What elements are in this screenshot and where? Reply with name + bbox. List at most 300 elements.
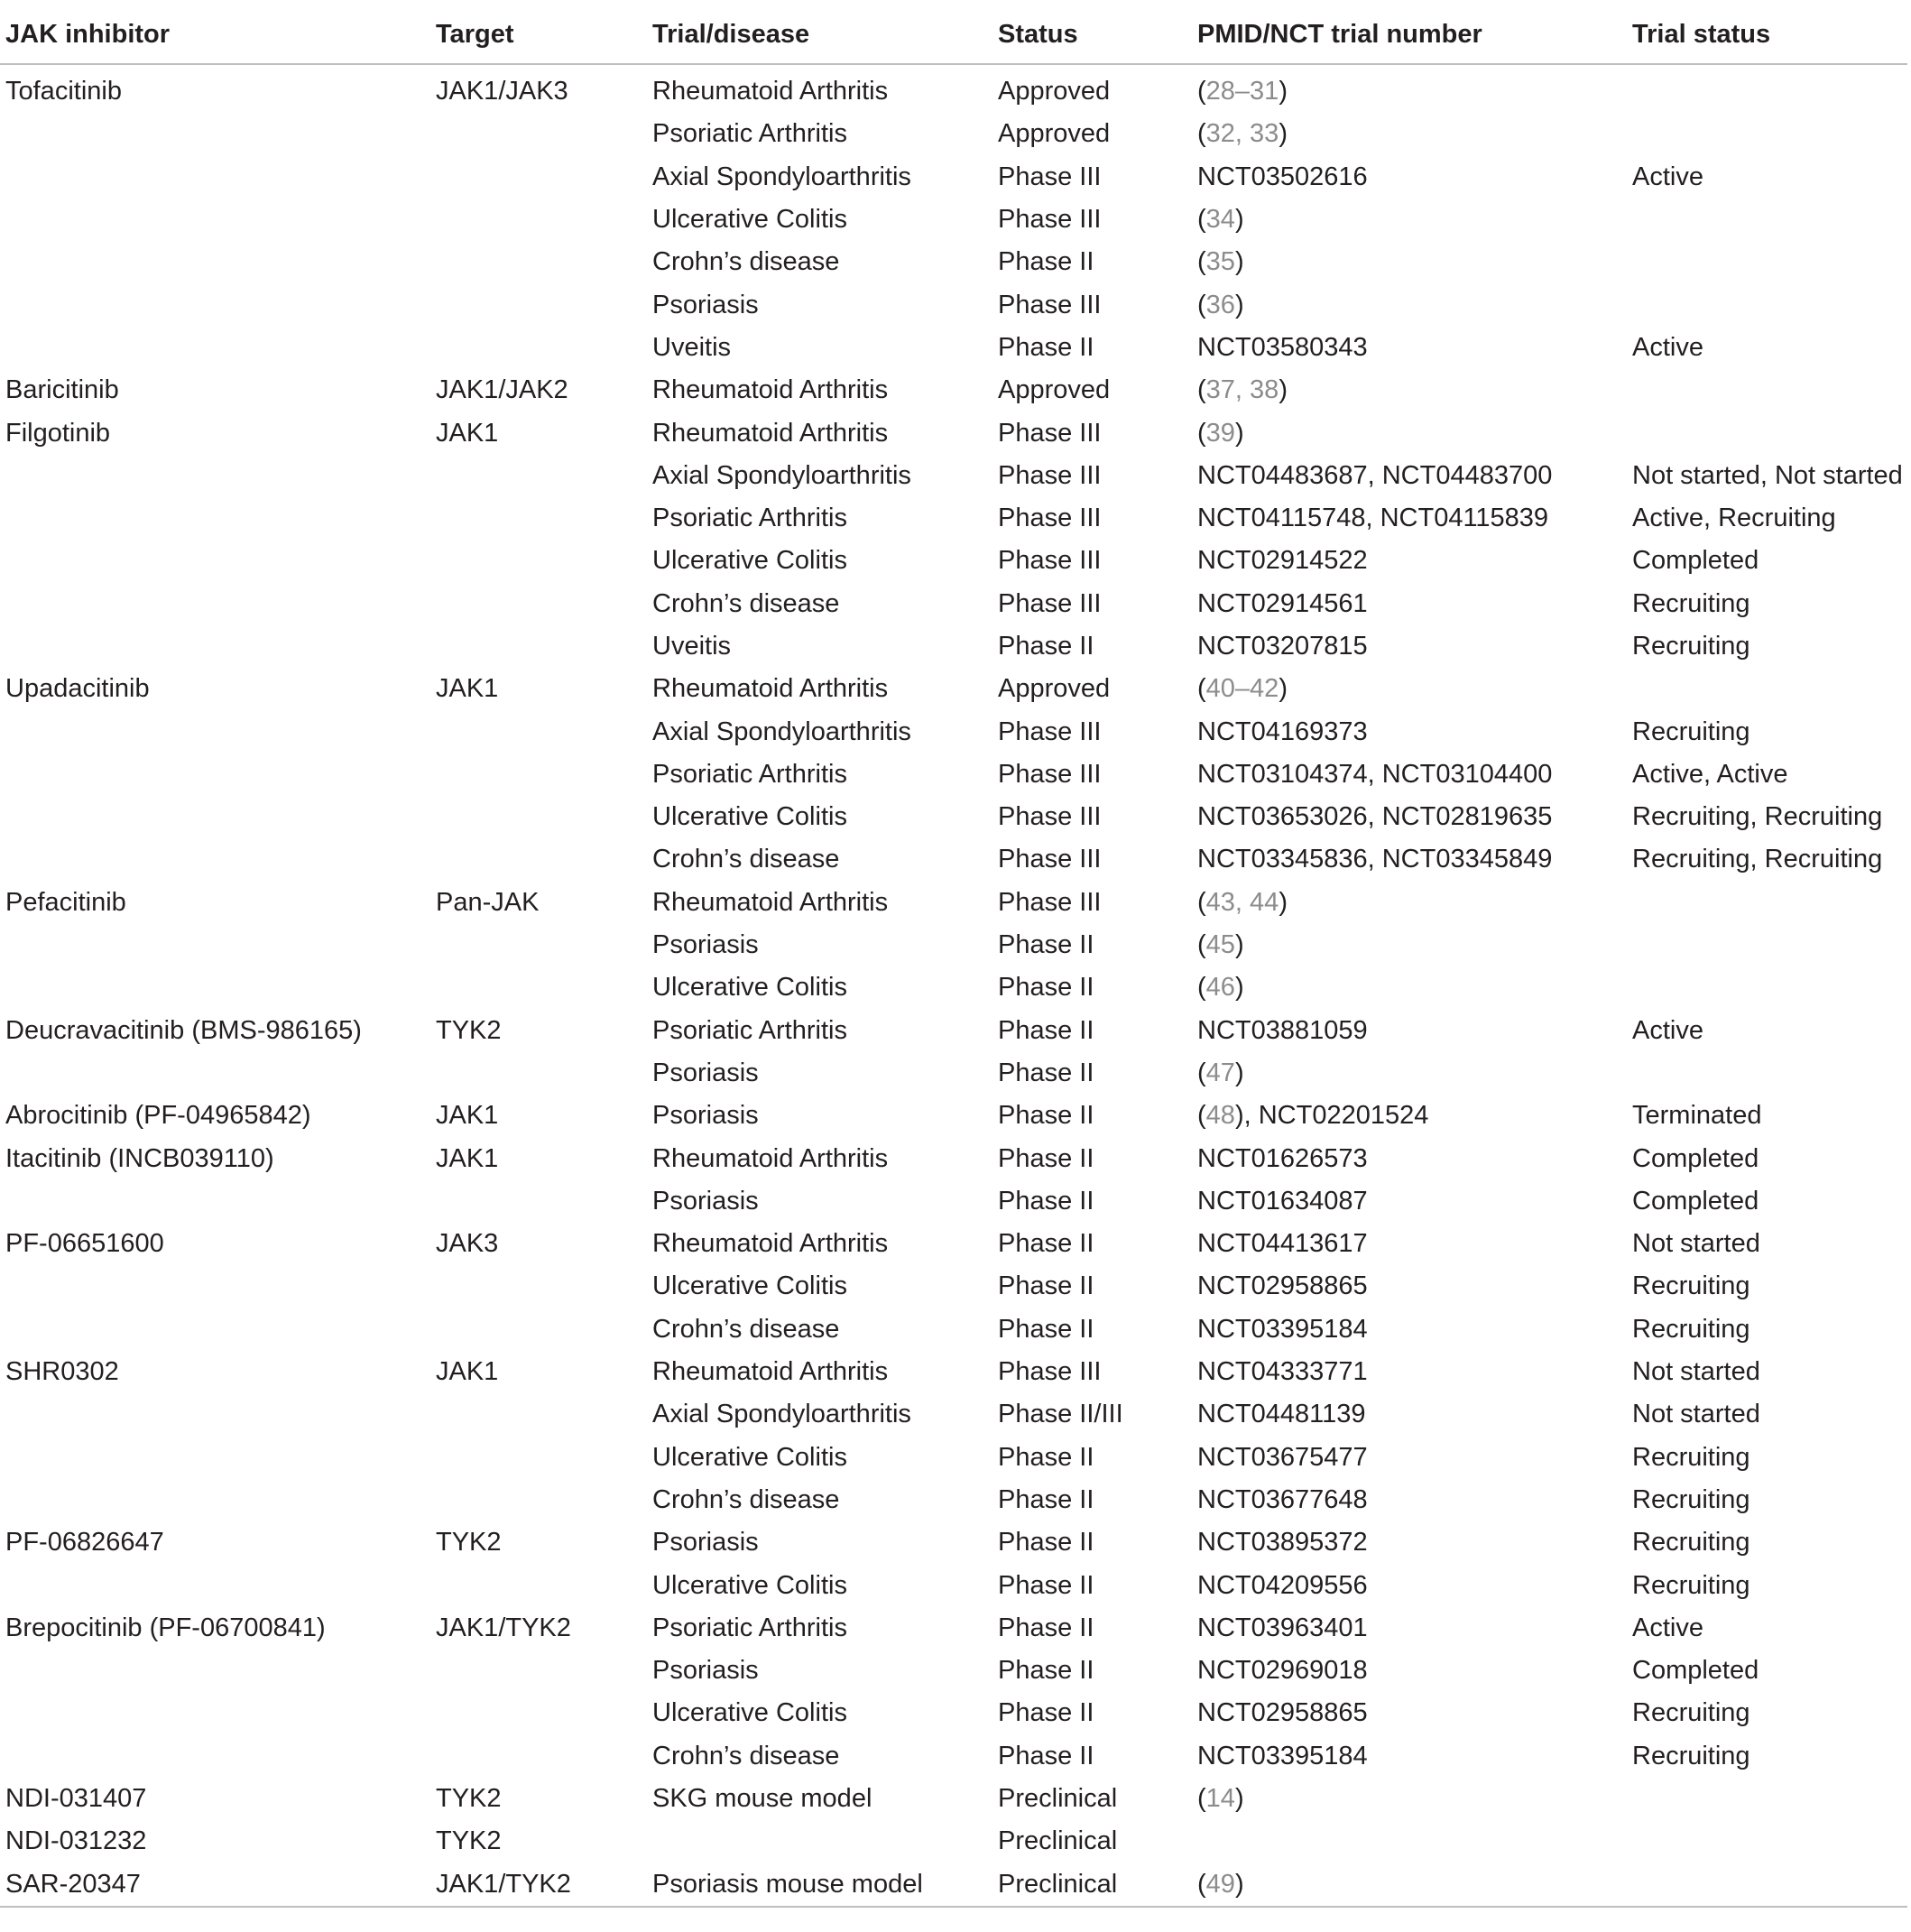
ref-paren-open: ( — [1197, 887, 1206, 917]
cell-status: Phase II — [998, 1101, 1094, 1131]
cell-target: JAK1 — [436, 1143, 499, 1173]
table-row — [0, 497, 1907, 540]
cell-trial-status: Recruiting — [1632, 1442, 1750, 1472]
cell-trial-status — [1627, 283, 1907, 326]
ref-paren-close: ) — [1234, 1058, 1244, 1087]
cell-trial-disease: Ulcerative Colitis — [652, 205, 847, 235]
cell-pmid-nct — [1192, 1095, 1627, 1137]
cell-pmid-nct — [1192, 1308, 1627, 1351]
trial-number: NCT03881059 — [1197, 1015, 1368, 1045]
reference-link[interactable]: 48 — [1205, 1101, 1235, 1131]
cell-target: JAK1/JAK2 — [436, 375, 568, 405]
table-row — [0, 882, 1907, 924]
ref-paren-open: ( — [1197, 205, 1206, 235]
cell-pmid-nct — [1192, 966, 1627, 1009]
cell-target — [430, 583, 647, 625]
cell-status: Phase III — [998, 460, 1102, 490]
cell-pmid-nct — [1192, 1607, 1627, 1650]
cell-target — [430, 455, 647, 497]
cell-target — [430, 1393, 647, 1436]
trial-number: NCT02914561 — [1197, 588, 1368, 618]
cell-jak-inhibitor: NDI-031407 — [5, 1784, 147, 1814]
trial-number: NCT02914522 — [1197, 546, 1368, 576]
cell-jak-inhibitor — [0, 497, 430, 540]
cell-trial-disease: Rheumatoid Arthritis — [652, 674, 889, 704]
cell-jak-inhibitor: Upadacitinib — [5, 674, 150, 704]
ref-paren-open: ( — [1197, 930, 1206, 960]
cell-trial-disease: Psoriasis — [652, 1656, 759, 1686]
cell-trial-disease: Axial Spondyloarthritis — [652, 1400, 911, 1429]
cell-target — [430, 924, 647, 966]
cell-trial-status: Active — [1632, 1015, 1703, 1045]
cell-target: JAK1/TYK2 — [430, 1863, 647, 1906]
cell-status: Preclinical — [998, 1826, 1118, 1856]
cell-jak-inhibitor — [0, 966, 430, 1009]
cell-jak-inhibitor — [0, 796, 430, 838]
cell-pmid-nct — [1192, 64, 1627, 113]
cell-trial-disease: Axial Spondyloarthritis — [652, 162, 911, 191]
cell-status: Phase II — [998, 1186, 1094, 1216]
cell-target — [430, 753, 647, 796]
cell-trial-status — [1627, 64, 1907, 113]
cell-target — [430, 156, 647, 199]
cell-status: Phase II — [998, 1528, 1094, 1558]
trial-number: NCT03104374, NCT03104400 — [1197, 759, 1553, 789]
cell-status: Phase II — [998, 973, 1094, 1003]
table-row — [0, 369, 1907, 411]
cell-status: Phase III — [998, 1357, 1102, 1387]
cell-trial-status — [1627, 411, 1907, 454]
cell-target — [430, 838, 647, 881]
cell-status: Phase III — [998, 418, 1102, 448]
cell-jak-inhibitor: PF-06826647 — [5, 1528, 164, 1558]
cell-trial-disease: Rheumatoid Arthritis — [652, 887, 889, 917]
cell-pmid-nct — [1192, 1778, 1627, 1820]
header-status: Status — [992, 5, 1192, 64]
reference-link[interactable]: 28–31 — [1205, 77, 1279, 106]
cell-status: Phase III — [998, 759, 1102, 789]
cell-pmid-nct — [1192, 1180, 1627, 1223]
cell-status: Phase II — [998, 632, 1094, 661]
cell-trial-disease: Ulcerative Colitis — [652, 1271, 847, 1301]
cell-status: Phase II — [998, 1613, 1094, 1642]
cell-trial-status — [1627, 113, 1907, 155]
cell-trial-disease: Ulcerative Colitis — [652, 546, 847, 576]
table-row — [0, 1265, 1907, 1308]
table-row — [0, 411, 1907, 454]
cell-status: Phase II — [998, 1741, 1094, 1770]
trial-number: NCT03677648 — [1197, 1484, 1368, 1514]
cell-pmid-nct — [1192, 327, 1627, 369]
cell-status: Phase III — [998, 546, 1102, 576]
ref-paren-open: ( — [1197, 674, 1206, 704]
ref-paren-close: ) — [1234, 1101, 1244, 1131]
ref-paren-open: ( — [1197, 418, 1206, 448]
table-row — [0, 1650, 1907, 1692]
cell-pmid-nct — [1192, 241, 1627, 283]
cell-trial-disease: Psoriatic Arthritis — [652, 1015, 847, 1045]
table-row — [0, 241, 1907, 283]
cell-target — [430, 796, 647, 838]
ref-paren-close: ) — [1234, 205, 1244, 235]
reference-link[interactable]: 45 — [1205, 930, 1235, 960]
cell-status: Phase III — [998, 802, 1102, 832]
cell-jak-inhibitor — [0, 540, 430, 582]
cell-pmid-nct — [1192, 1137, 1627, 1179]
reference-link[interactable]: 32, 33 — [1205, 119, 1279, 149]
cell-jak-inhibitor — [0, 1180, 430, 1223]
cell-trial-disease: Crohn’s disease — [652, 588, 840, 618]
cell-pmid-nct — [1192, 283, 1627, 326]
cell-pmid-nct — [1192, 583, 1627, 625]
cell-status: Phase II — [998, 1656, 1094, 1686]
cell-status: Preclinical — [992, 1863, 1192, 1906]
trial-number: , NCT02201524 — [1243, 1101, 1429, 1131]
cell-pmid-nct — [1192, 1437, 1627, 1479]
ref-paren-open: ( — [1197, 119, 1206, 149]
cell-status: Phase III — [998, 504, 1102, 533]
trial-number: NCT04115748, NCT04115839 — [1197, 504, 1549, 533]
cell-target — [430, 1437, 647, 1479]
cell-pmid-nct — [1192, 838, 1627, 881]
cell-target — [430, 1180, 647, 1223]
cell-status: Phase II — [998, 1442, 1094, 1472]
cell-target: TYK2 — [436, 1528, 502, 1558]
table-row — [0, 113, 1907, 155]
header-pmid-nct: PMID/NCT trial number — [1192, 5, 1627, 64]
cell-trial-disease — [647, 1820, 992, 1863]
cell-jak-inhibitor — [0, 327, 430, 369]
cell-pmid-nct — [1192, 156, 1627, 199]
cell-trial-disease: Psoriasis — [652, 930, 759, 960]
cell-trial-disease: Axial Spondyloarthritis — [652, 716, 911, 746]
cell-target — [430, 327, 647, 369]
ref-paren-close: ) — [1234, 290, 1244, 319]
cell-trial-status: Recruiting, Recruiting — [1632, 845, 1883, 874]
cell-status: Phase III — [998, 205, 1102, 235]
cell-trial-status — [1627, 1863, 1907, 1906]
cell-pmid-nct — [1192, 199, 1627, 241]
cell-trial-disease: Ulcerative Colitis — [652, 1570, 847, 1600]
table-row — [0, 966, 1907, 1009]
cell-jak-inhibitor — [0, 199, 430, 241]
cell-trial-disease: Rheumatoid Arthritis — [652, 1229, 889, 1259]
trial-number: NCT03395184 — [1197, 1314, 1368, 1344]
cell-target — [430, 199, 647, 241]
trial-number: NCT04333771 — [1197, 1357, 1368, 1387]
cell-trial-status: Completed — [1632, 1186, 1759, 1216]
cell-trial-disease: Psoriasis — [652, 1058, 759, 1087]
cell-trial-disease: Ulcerative Colitis — [652, 802, 847, 832]
table-row — [0, 710, 1907, 753]
cell-jak-inhibitor — [0, 283, 430, 326]
cell-target — [430, 1308, 647, 1351]
reference-link[interactable]: 37, 38 — [1205, 375, 1279, 405]
cell-trial-status: Recruiting — [1632, 1314, 1750, 1344]
table-row — [0, 625, 1907, 668]
ref-paren-open: ( — [1197, 1101, 1206, 1131]
cell-status: Phase II — [998, 332, 1094, 362]
cell-status: Phase III — [998, 162, 1102, 191]
header-target: Target — [430, 5, 647, 64]
cell-jak-inhibitor — [0, 1564, 430, 1606]
trial-number: NCT03502616 — [1197, 162, 1368, 191]
trial-number: NCT03207815 — [1197, 632, 1368, 661]
trial-number: NCT02958865 — [1197, 1698, 1368, 1728]
cell-status: Phase II — [998, 1271, 1094, 1301]
cell-pmid-nct — [1192, 1692, 1627, 1734]
cell-status: Phase III — [998, 887, 1102, 917]
cell-pmid-nct — [1192, 411, 1627, 454]
trial-number: NCT02958865 — [1197, 1271, 1368, 1301]
reference-link[interactable]: 40–42 — [1205, 674, 1279, 704]
trial-number: NCT03395184 — [1197, 1741, 1368, 1770]
cell-status: Phase III — [998, 588, 1102, 618]
cell-trial-disease: Crohn’s disease — [652, 845, 840, 874]
cell-target — [430, 1564, 647, 1606]
cell-trial-disease: Psoriatic Arthritis — [652, 504, 847, 533]
cell-pmid-nct — [1192, 1735, 1627, 1778]
cell-trial-status — [1627, 1052, 1907, 1095]
cell-pmid-nct — [1192, 1564, 1627, 1606]
ref-paren-open: ( — [1197, 1784, 1206, 1814]
table-row — [0, 1308, 1907, 1351]
cell-status: Approved — [998, 375, 1111, 405]
cell-target: JAK1 — [436, 1357, 499, 1387]
cell-target — [430, 497, 647, 540]
cell-target — [430, 1479, 647, 1521]
cell-pmid-nct — [1192, 1521, 1627, 1564]
cell-target — [430, 625, 647, 668]
cell-status: Phase III — [998, 290, 1102, 319]
table-row — [0, 1778, 1907, 1820]
cell-pmid-nct — [1192, 113, 1627, 155]
cell-trial-disease: Psoriatic Arthritis — [652, 759, 847, 789]
cell-trial-disease: Crohn’s disease — [652, 1314, 840, 1344]
ref-paren-open: ( — [1197, 1058, 1206, 1087]
header-trial-disease: Trial/disease — [647, 5, 992, 64]
jak-inhibitor-table — [0, 5, 1907, 1908]
cell-jak-inhibitor — [0, 455, 430, 497]
ref-paren-close: ) — [1234, 1784, 1244, 1814]
cell-jak-inhibitor: Baricitinib — [5, 375, 119, 405]
cell-jak-inhibitor — [0, 1479, 430, 1521]
trial-number: NCT04209556 — [1197, 1570, 1368, 1600]
table-row — [0, 1521, 1907, 1564]
reference-link[interactable]: 35 — [1205, 247, 1235, 277]
cell-target — [430, 1692, 647, 1734]
table-row — [0, 1692, 1907, 1734]
ref-paren-open: ( — [1197, 77, 1206, 106]
reference-link[interactable]: 46 — [1205, 973, 1235, 1003]
cell-target: JAK1 — [436, 674, 499, 704]
cell-trial-status: Recruiting — [1632, 1528, 1750, 1558]
cell-status: Phase II — [998, 247, 1094, 277]
cell-jak-inhibitor: NDI-031232 — [5, 1826, 147, 1856]
cell-jak-inhibitor — [0, 1692, 430, 1734]
cell-trial-disease: Psoriasis — [652, 1186, 759, 1216]
cell-target — [430, 241, 647, 283]
cell-status: Phase III — [998, 716, 1102, 746]
cell-trial-status: Terminated — [1632, 1101, 1762, 1131]
reference-link[interactable]: 47 — [1205, 1058, 1235, 1087]
cell-status: Phase II — [998, 1058, 1094, 1087]
cell-trial-status: Recruiting — [1632, 1484, 1750, 1514]
trial-number: NCT04169373 — [1197, 716, 1368, 746]
cell-trial-disease: Rheumatoid Arthritis — [652, 1143, 889, 1173]
cell-status: Phase II — [998, 1570, 1094, 1600]
table-row — [0, 753, 1907, 796]
cell-jak-inhibitor — [0, 1393, 430, 1436]
cell-pmid-nct — [1192, 753, 1627, 796]
cell-status: Phase II — [998, 1143, 1094, 1173]
reference-link[interactable]: 36 — [1205, 290, 1235, 319]
ref-paren-open: ( — [1197, 1869, 1206, 1899]
cell-jak-inhibitor: Brepocitinib (PF-06700841) — [5, 1613, 326, 1642]
ref-paren-close: ) — [1234, 418, 1244, 448]
trial-number: NCT04481139 — [1197, 1400, 1366, 1429]
cell-jak-inhibitor — [0, 753, 430, 796]
cell-trial-status: Completed — [1632, 546, 1759, 576]
cell-pmid-nct — [1192, 1393, 1627, 1436]
cell-jak-inhibitor — [0, 710, 430, 753]
cell-status: Approved — [998, 674, 1111, 704]
cell-status: Phase II — [998, 930, 1094, 960]
cell-status: Phase II — [998, 1698, 1094, 1728]
cell-jak-inhibitor: PF-06651600 — [5, 1229, 164, 1259]
cell-trial-status: Not started — [1632, 1400, 1760, 1429]
cell-target: TYK2 — [436, 1015, 502, 1045]
cell-status: Phase II — [998, 1229, 1094, 1259]
cell-jak-inhibitor — [0, 241, 430, 283]
cell-pmid-nct — [1192, 882, 1627, 924]
trial-number: NCT03963401 — [1197, 1613, 1368, 1642]
cell-trial-disease: Psoriatic Arthritis — [652, 1613, 847, 1642]
cell-status: Phase II — [998, 1484, 1094, 1514]
table-row — [0, 540, 1907, 582]
cell-trial-status: Recruiting — [1632, 1271, 1750, 1301]
cell-trial-status — [1627, 882, 1907, 924]
table-row — [0, 1437, 1907, 1479]
cell-jak-inhibitor: Filgotinib — [5, 418, 111, 448]
table-row — [0, 1351, 1907, 1393]
ref-paren-open: ( — [1197, 375, 1206, 405]
cell-trial-disease: Ulcerative Colitis — [652, 1442, 847, 1472]
trial-number: NCT03653026, NCT02819635 — [1197, 802, 1553, 832]
cell-trial-status — [1627, 966, 1907, 1009]
table-row — [0, 64, 1907, 113]
cell-pmid-nct — [1192, 1223, 1627, 1265]
cell-trial-status: Not started — [1632, 1357, 1760, 1387]
reference-link[interactable]: 39 — [1205, 418, 1235, 448]
header-jak-inhibitor: JAK inhibitor — [0, 5, 430, 64]
cell-trial-status: Not started, Not started — [1632, 460, 1903, 490]
cell-trial-disease: SKG mouse model — [652, 1784, 872, 1814]
ref-paren-close: ) — [1234, 930, 1244, 960]
ref-paren-close: ) — [1279, 119, 1288, 149]
cell-trial-disease: Crohn’s disease — [652, 1741, 840, 1770]
trial-number: NCT02969018 — [1197, 1656, 1368, 1686]
trial-number: NCT01634087 — [1197, 1186, 1368, 1216]
cell-jak-inhibitor: SAR-20347 — [0, 1863, 430, 1906]
table-row — [0, 796, 1907, 838]
cell-trial-disease: Psoriasis mouse model — [647, 1863, 992, 1906]
cell-pmid-nct — [1192, 369, 1627, 411]
cell-target: TYK2 — [436, 1826, 502, 1856]
cell-trial-status: Active — [1632, 332, 1703, 362]
cell-pmid-nct — [1192, 1650, 1627, 1692]
cell-trial-status: Recruiting — [1632, 716, 1750, 746]
cell-trial-status — [1627, 1778, 1907, 1820]
cell-target: JAK1/TYK2 — [436, 1613, 571, 1642]
cell-jak-inhibitor — [0, 924, 430, 966]
cell-trial-status — [1627, 924, 1907, 966]
cell-trial-status: Completed — [1632, 1143, 1759, 1173]
cell-pmid-nct — [1192, 1052, 1627, 1095]
cell-trial-status: Recruiting — [1632, 1698, 1750, 1728]
cell-trial-disease: Psoriasis — [652, 1528, 759, 1558]
trial-number: NCT04483687, NCT04483700 — [1197, 460, 1553, 490]
trial-number: NCT03895372 — [1197, 1528, 1368, 1558]
cell-jak-inhibitor — [0, 1650, 430, 1692]
cell-target — [430, 1650, 647, 1692]
cell-status: Phase II/III — [998, 1400, 1123, 1429]
cell-pmid-nct — [1192, 1820, 1627, 1863]
cell-trial-disease: Crohn’s disease — [652, 247, 840, 277]
cell-target: JAK1/JAK3 — [436, 77, 568, 106]
reference-link[interactable]: 34 — [1205, 205, 1235, 235]
table-row — [0, 1735, 1907, 1778]
cell-target — [430, 1735, 647, 1778]
cell-trial-status: Not started — [1632, 1229, 1760, 1259]
reference-link[interactable]: 43, 44 — [1205, 887, 1279, 917]
trial-number: NCT03345836, NCT03345849 — [1197, 845, 1553, 874]
cell-jak-inhibitor: Abrocitinib (PF-04965842) — [5, 1101, 311, 1131]
table-row — [0, 924, 1907, 966]
cell-trial-disease: Ulcerative Colitis — [652, 973, 847, 1003]
cell-jak-inhibitor — [0, 1265, 430, 1308]
cell-target: Pan-JAK — [436, 887, 540, 917]
cell-trial-disease: Rheumatoid Arthritis — [652, 375, 889, 405]
cell-pmid-nct — [1192, 497, 1627, 540]
reference-link[interactable]: 14 — [1205, 1784, 1235, 1814]
cell-trial-status: Active, Active — [1632, 759, 1788, 789]
cell-jak-inhibitor — [0, 625, 430, 668]
table-row — [0, 156, 1907, 199]
table-row — [0, 1607, 1907, 1650]
cell-target — [430, 966, 647, 1009]
table-row — [0, 1479, 1907, 1521]
cell-jak-inhibitor — [0, 1052, 430, 1095]
cell-trial-disease: Axial Spondyloarthritis — [652, 460, 911, 490]
cell-target: JAK1 — [436, 1101, 499, 1131]
cell-target — [430, 1265, 647, 1308]
cell-pmid-nct — [1192, 1010, 1627, 1052]
cell-pmid-nct — [1192, 540, 1627, 582]
cell-trial-status: Recruiting — [1632, 1741, 1750, 1770]
cell-pmid-nct — [1192, 455, 1627, 497]
ref-paren-open: ( — [1197, 247, 1206, 277]
cell-target — [430, 540, 647, 582]
cell-pmid-nct — [1192, 796, 1627, 838]
cell-trial-disease: Rheumatoid Arthritis — [652, 418, 889, 448]
table-row — [0, 1863, 1907, 1906]
cell-jak-inhibitor: SHR0302 — [5, 1357, 119, 1387]
table-row — [0, 1564, 1907, 1606]
cell-trial-disease: Uveitis — [652, 332, 732, 362]
header-trial-status: Trial status — [1627, 5, 1907, 64]
reference-link[interactable]: 49 — [1205, 1869, 1235, 1899]
